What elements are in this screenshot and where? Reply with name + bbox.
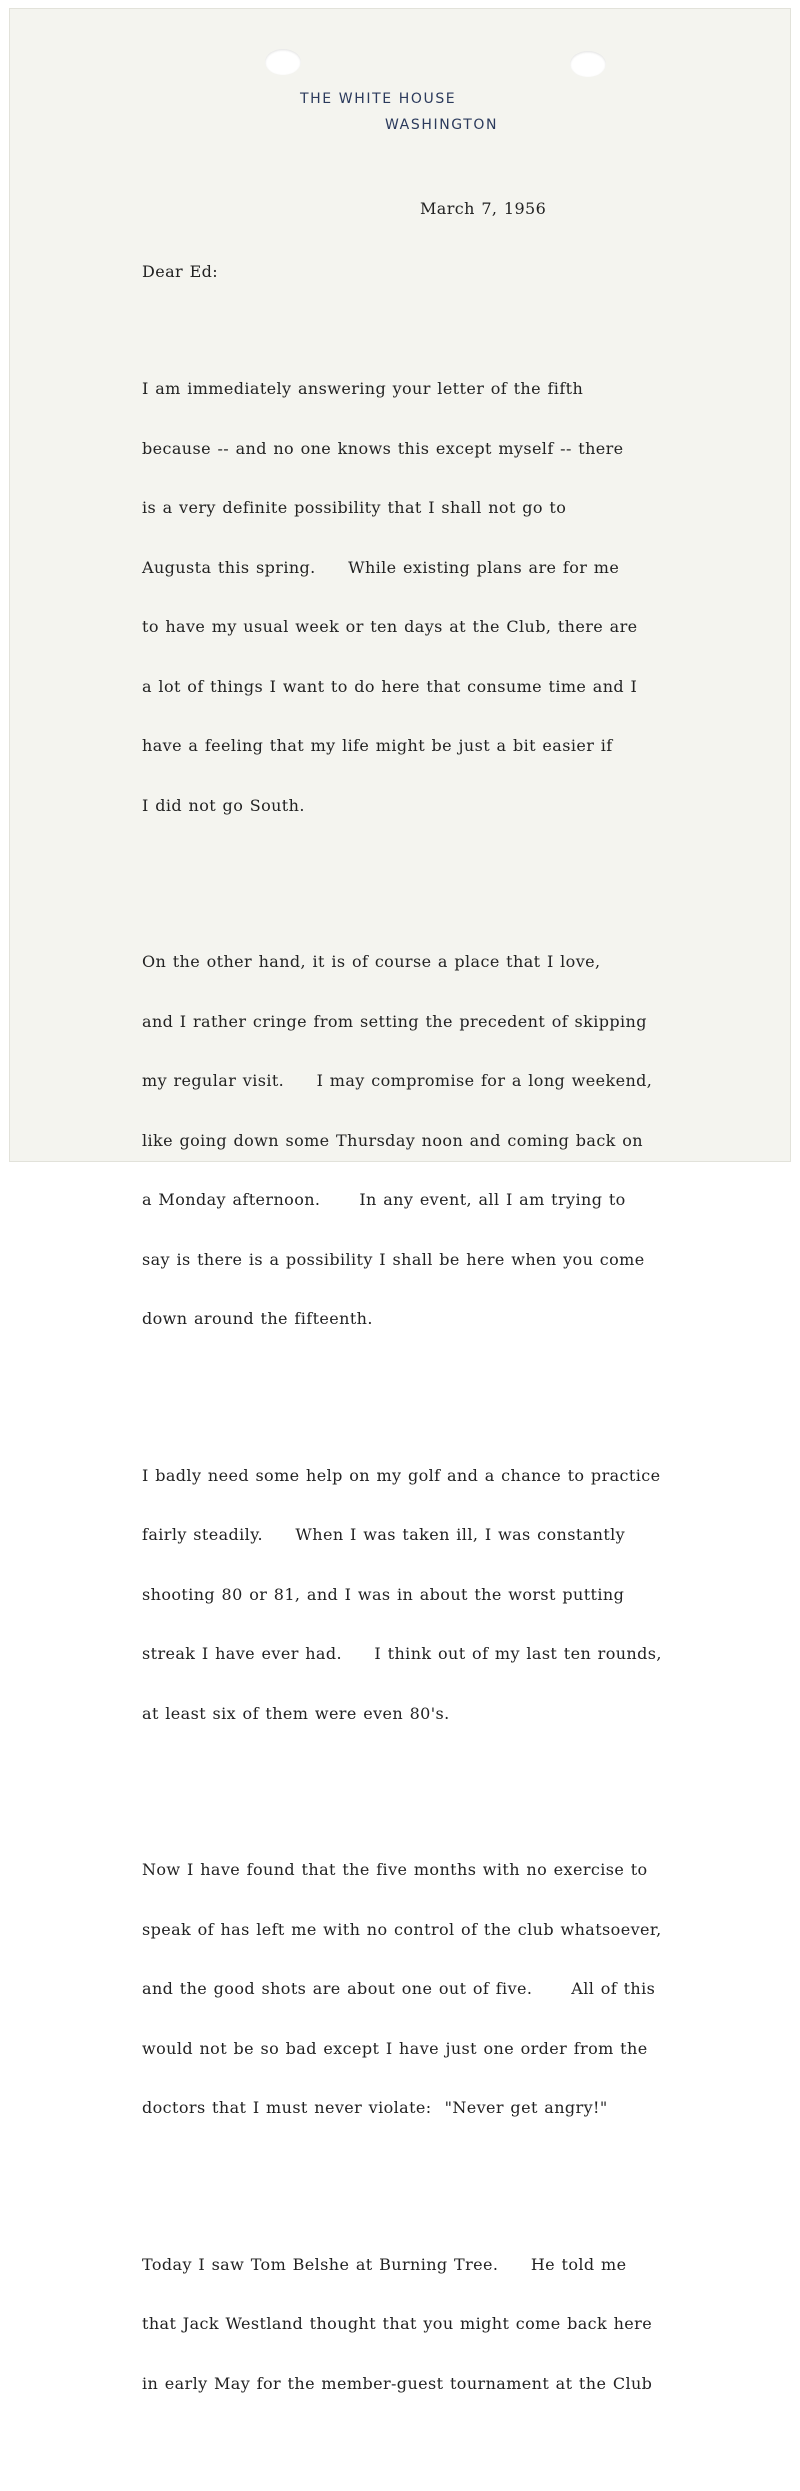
letter-date: March 7, 1956 [420, 199, 547, 218]
text-line: and the good shots are about one out of five. All of this [142, 1979, 656, 1998]
paragraph [142, 1821, 762, 2157]
text-line: On the other hand, it is of course a place that I love, [142, 952, 601, 971]
text-line: streak I have ever had. I think out of my last ten rounds, [142, 1644, 662, 1663]
paragraph [142, 913, 762, 1368]
text-line: I am immediately answering your letter of the fifth [142, 379, 584, 398]
text-line: I did not go South. [142, 795, 305, 815]
text-line: and I rather cringe from setting the precedent of skipping [142, 1011, 647, 1031]
text-line: my regular visit. I may compromise for a long weekend, [142, 1071, 653, 1090]
letter-page [10, 9, 790, 2393]
text-line: speak of has left me with no control of the club whatsoever, [142, 1919, 662, 1939]
paragraph [142, 1427, 762, 1763]
text-line: have a feeling that my life might be just a bit easier if [142, 736, 613, 755]
text-line: is a very definite possibility that I shall not go to [142, 498, 567, 517]
text-line: that Jack Westland thought that you might come back here [142, 2314, 653, 2333]
text-line: in early May for the member-guest tournament at the Club [142, 2373, 653, 2393]
text-line: Today I saw Tom Belshe at Burning Tree. He told me [142, 2254, 627, 2274]
text-line: doctors that I must never violate: "Never get angry!" [142, 2098, 608, 2117]
text-line: Now I have found that the five months with no exercise to [142, 1860, 648, 1879]
text-line: say is there is a possibility I shall be here when you come [142, 1249, 645, 1269]
salutation: Dear Ed: [142, 262, 219, 281]
binder-hole-right [570, 51, 606, 77]
text-line: would not be so bad except I have just one order from the [142, 2038, 648, 2058]
text-line: because -- and no one knows this except myself -- there [142, 438, 624, 458]
text-line: shooting 80 or 81, and I was in about the worst putting [142, 1584, 625, 1604]
text-line: like going down some Thursday noon and coming back on [142, 1130, 643, 1150]
letterhead-city: WASHINGTON [385, 117, 499, 133]
text-line: down around the fifteenth. [142, 1309, 373, 1328]
letterhead-title: THE WHITE HOUSE [300, 91, 457, 107]
text-line: a Monday afternoon. In any event, all I am trying to [142, 1190, 626, 1209]
letter-body [142, 302, 762, 2491]
text-line: fairly steadily. When I was taken ill, I was constantly [142, 1525, 626, 1544]
text-line: a lot of things I want to do here that consume time and I [142, 676, 638, 696]
binder-hole-left [265, 49, 301, 75]
text-line: I badly need some help on my golf and a chance to practice [142, 1465, 661, 1485]
text-line: Augusta this spring. While existing plans are for me [142, 557, 620, 577]
paragraph [142, 340, 762, 854]
text-line: to have my usual week or ten days at the Club, there are [142, 617, 638, 636]
text-line: at least six of them were even 80's. [142, 1703, 450, 1723]
paragraph [142, 2216, 762, 2433]
